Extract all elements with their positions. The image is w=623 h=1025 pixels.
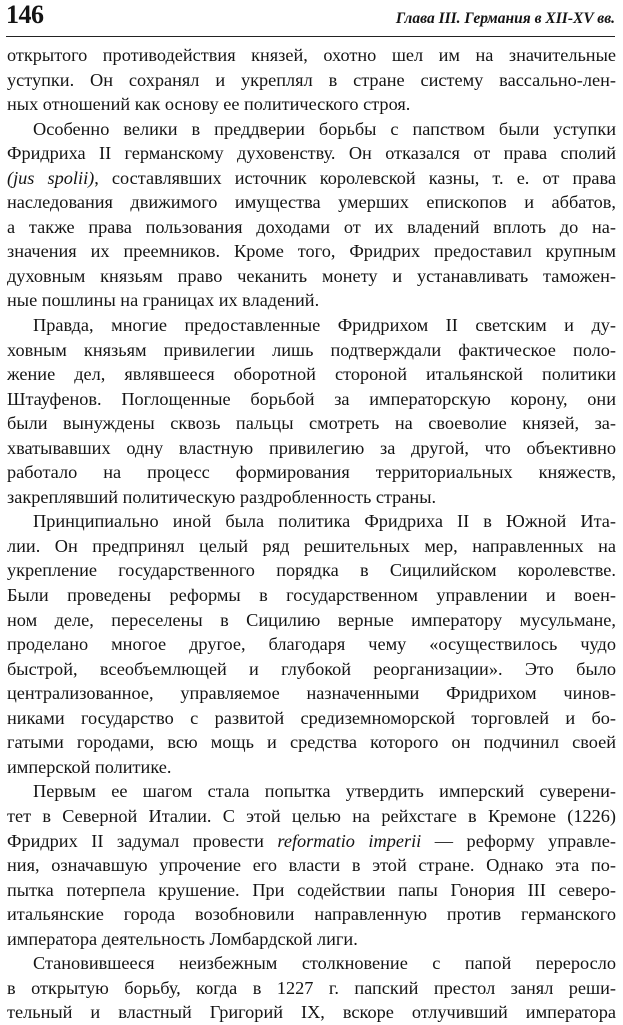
page-number: 146 bbox=[6, 0, 44, 29]
text-span: императора деятельность Ломбардской лиги. bbox=[7, 928, 358, 949]
text-line bbox=[7, 92, 616, 117]
text-span: открытого противодействия князей, охотно шел им на значительные bbox=[7, 45, 616, 65]
text-span: уступки. Он сохранял и укреплял в стране систему вассально-лен- bbox=[7, 69, 616, 90]
text-span: в открытую борьбу, когда в 1227 г. папский престол занял реши- bbox=[7, 977, 616, 998]
text-span: проделано многое другое, благодаря чему «осуществилось чудо bbox=[7, 634, 616, 655]
text-span: никами государство с развитой средиземноморской торговлей и бо- bbox=[7, 707, 616, 728]
text-span: централизованное, управляемое назначенными Фридрихом чинов- bbox=[7, 683, 616, 704]
text-line bbox=[7, 436, 616, 461]
text-span: укрепление государственного порядка в Сицилийском королевстве. bbox=[7, 560, 616, 581]
text-line bbox=[7, 166, 616, 191]
italic-term: (jus spolii) bbox=[7, 167, 95, 188]
text-line bbox=[7, 141, 616, 166]
text-span: ном деле, переселены в Сицилию верные императору мусульмане, bbox=[7, 609, 616, 630]
text-line bbox=[7, 902, 616, 927]
text-span: духовным князьям право чеканить монету и устанавливать таможен- bbox=[7, 265, 616, 286]
text-line bbox=[7, 829, 616, 854]
text-span: , составлявших источник королевской казны, т. е. от права bbox=[94, 167, 617, 188]
text-line bbox=[7, 190, 616, 215]
text-span: Штауфенов. Поглощенные борьбой за императорскую корону, они bbox=[7, 388, 616, 409]
text-line bbox=[7, 485, 616, 510]
text-span: пытка потерпела крушение. При содействии папы Гонория III северо- bbox=[7, 879, 616, 900]
text-line bbox=[7, 460, 616, 485]
text-line bbox=[7, 509, 616, 534]
text-span: хватывавших одну властную привилегию за другой, что объективно bbox=[7, 437, 616, 458]
text-span: Были проведены реформы в государственном управлении и воен- bbox=[7, 585, 616, 606]
text-line bbox=[7, 43, 616, 68]
text-line bbox=[7, 853, 616, 878]
running-head: Глава III. Германия в XII-XV вв. bbox=[395, 10, 615, 27]
text-span: ния, означавшую упрочение его власти в этой стране. Однако эта по- bbox=[7, 855, 616, 876]
text-span: тельный и властный Григорий IX, вскоре отлучивший императора bbox=[7, 1002, 616, 1023]
text-span: значения их преемников. Кроме того, Фридрих предоставил крупным bbox=[7, 241, 616, 262]
text-span: Фридриха II германскому духовенству. Он отказался от права сполий bbox=[7, 143, 616, 164]
text-line bbox=[7, 976, 616, 1001]
text-span: закреплявший политическую раздробленность страны. bbox=[7, 486, 437, 507]
text-span: Особенно велики в преддверии борьбы с папством были уступки bbox=[33, 118, 616, 139]
text-span: лии. Он предпринял целый ряд решительных мер, направленных на bbox=[7, 535, 616, 556]
text-span: — реформу управле- bbox=[421, 830, 616, 851]
text-line bbox=[7, 68, 616, 93]
text-line bbox=[7, 730, 616, 755]
page-header bbox=[6, 2, 615, 37]
text-line bbox=[7, 804, 616, 829]
text-line bbox=[7, 387, 616, 412]
text-span: работало на процесс формирования территориальных княжеств, bbox=[7, 462, 616, 483]
text-line bbox=[7, 706, 616, 731]
text-span: а также права пользования доходами от их владений вплоть до на- bbox=[7, 216, 616, 237]
text-span: наследования движимого имущества умерших епископов и аббатов, bbox=[7, 192, 616, 213]
text-line bbox=[7, 264, 616, 289]
text-line bbox=[7, 411, 616, 436]
text-line bbox=[7, 1000, 616, 1025]
text-span: Принципиально иной была политика Фридриха II в Южной Ита- bbox=[33, 511, 616, 532]
text-span: итальянские города возобновили направленную против германского bbox=[7, 904, 616, 925]
text-line bbox=[7, 608, 616, 633]
text-span: были вынуждены сквозь пальцы смотреть на своеволие князей, за- bbox=[7, 413, 616, 434]
body-text bbox=[7, 43, 616, 1025]
text-line bbox=[7, 288, 616, 313]
text-line bbox=[7, 239, 616, 264]
text-line bbox=[7, 878, 616, 903]
text-line bbox=[7, 951, 616, 976]
text-line bbox=[7, 681, 616, 706]
text-span: быстрой, всеобъемлющей и глубокой реорганизации». Это было bbox=[7, 658, 616, 679]
text-span: имперской политике. bbox=[7, 756, 172, 777]
text-span: гатыми городами, всю мощь и средства которого он подчинил своей bbox=[7, 732, 616, 753]
text-span: Становившееся неизбежным столкновение с папой переросло bbox=[33, 953, 616, 974]
text-line bbox=[7, 558, 616, 583]
italic-term: reformatio imperii bbox=[277, 830, 422, 851]
text-span: ных отношений как основу ее политического строя. bbox=[7, 94, 411, 115]
text-line bbox=[7, 632, 616, 657]
text-line bbox=[7, 362, 616, 387]
text-line bbox=[7, 755, 616, 780]
text-line bbox=[7, 338, 616, 363]
text-line bbox=[7, 534, 616, 559]
text-span: ховным князьям привилегии лишь подтверждали фактическое поло- bbox=[7, 339, 616, 360]
text-span: Фридрих II задумал провести bbox=[7, 830, 278, 851]
text-line bbox=[7, 657, 616, 682]
text-line bbox=[7, 117, 616, 142]
text-line bbox=[7, 583, 616, 608]
text-line bbox=[7, 215, 616, 240]
text-span: Первым ее шагом стала попытка утвердить имперский суверени- bbox=[33, 781, 616, 802]
text-span: тет в Северной Италии. С этой целью на рейхстаге в Кремоне (1226) bbox=[7, 805, 616, 826]
text-line bbox=[7, 779, 616, 804]
text-span: ные пошлины на границах их владений. bbox=[7, 290, 320, 311]
text-span: Правда, многие предоставленные Фридрихом II светским и ду- bbox=[33, 315, 616, 336]
text-line bbox=[7, 313, 616, 338]
text-span: жение дел, являвшееся оборотной стороной итальянской политики bbox=[7, 364, 616, 385]
text-line bbox=[7, 927, 616, 952]
